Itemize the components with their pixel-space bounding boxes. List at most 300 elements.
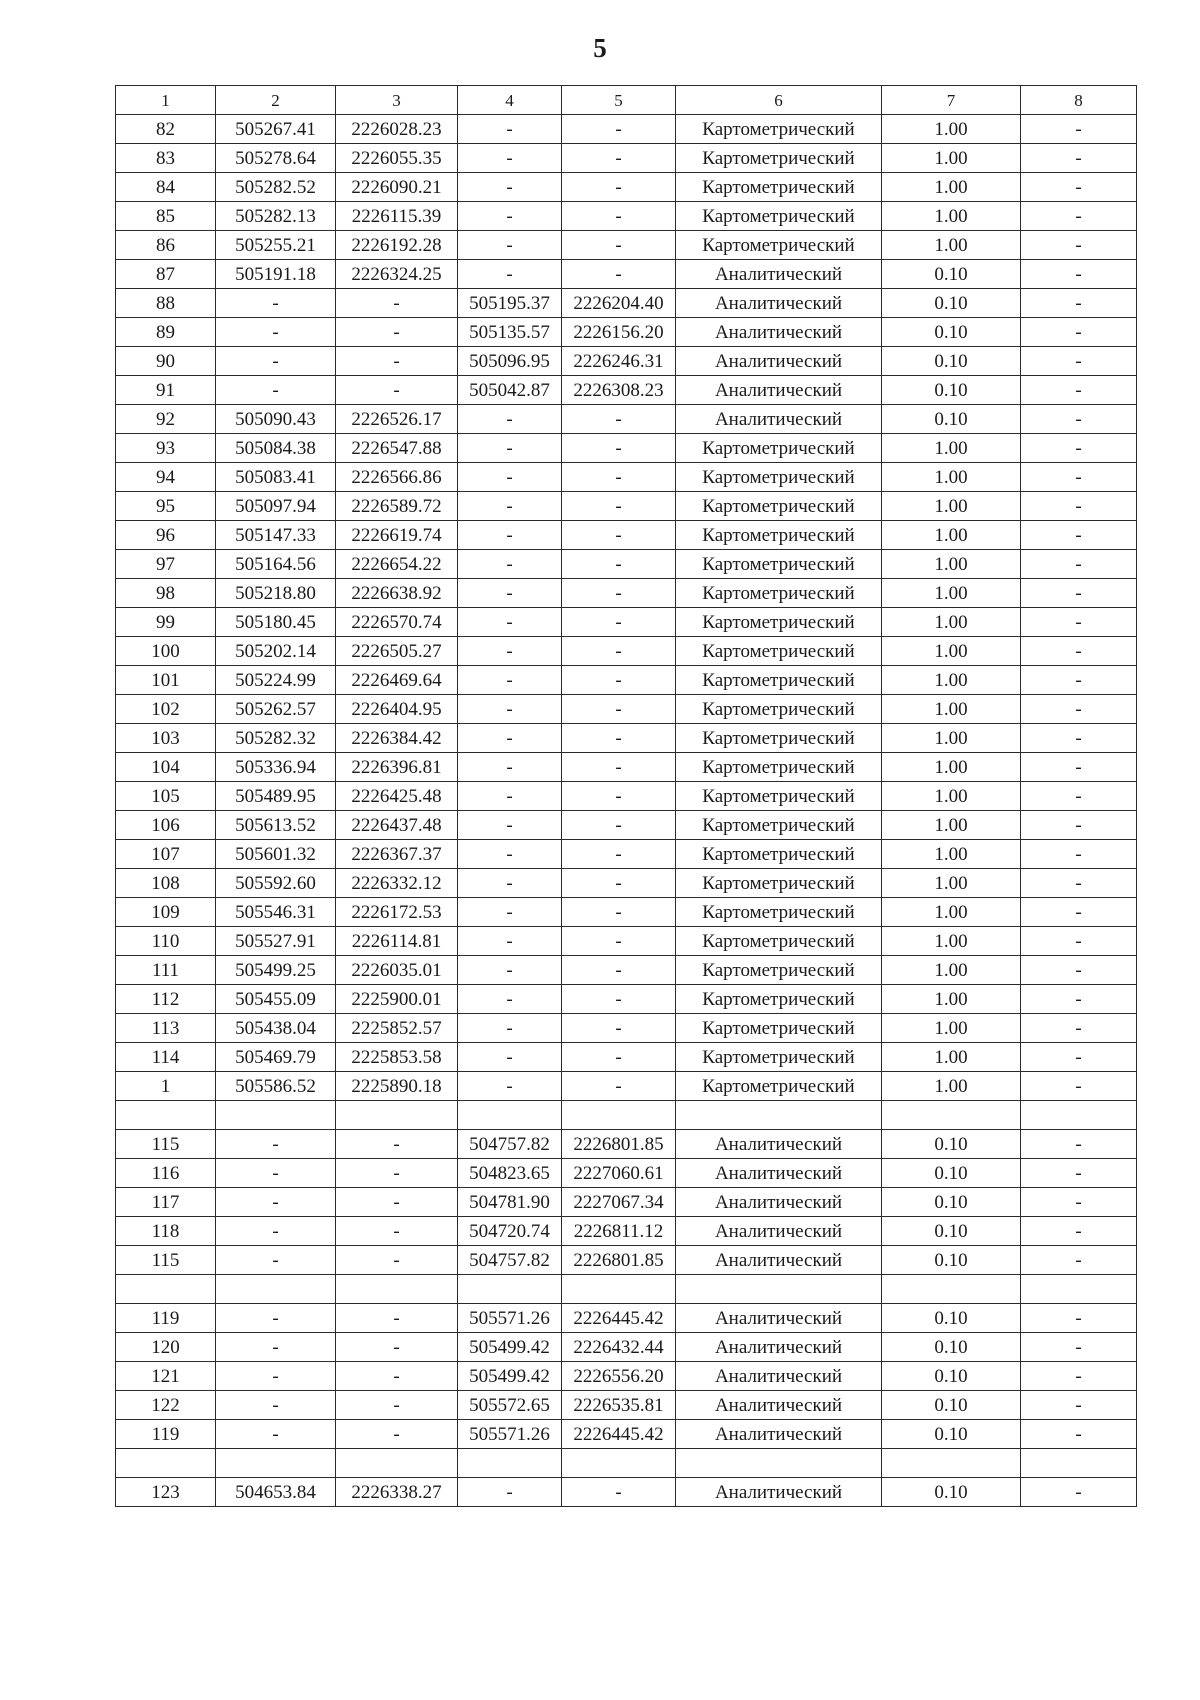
- accuracy-cell: 0.10: [882, 405, 1021, 434]
- column-header: 2: [216, 86, 336, 115]
- accuracy-cell: 0.10: [882, 1217, 1021, 1246]
- table-row: [116, 608, 1137, 637]
- y-existing-cell: 2226172.53: [336, 898, 458, 927]
- x-existing-cell: 505546.31: [216, 898, 336, 927]
- point-number-cell: 122: [116, 1391, 216, 1420]
- y-new-cell: -: [562, 434, 676, 463]
- table-row: [116, 1072, 1137, 1101]
- y-existing-cell: -: [336, 1130, 458, 1159]
- x-existing-cell: [216, 1449, 336, 1478]
- accuracy-cell: 1.00: [882, 579, 1021, 608]
- x-existing-cell: 505180.45: [216, 608, 336, 637]
- description-cell: -: [1021, 1072, 1137, 1101]
- x-new-cell: -: [458, 782, 562, 811]
- accuracy-cell: 1.00: [882, 985, 1021, 1014]
- method-cell: Картометрический: [676, 1072, 882, 1101]
- y-existing-cell: -: [336, 1333, 458, 1362]
- point-number-cell: 115: [116, 1246, 216, 1275]
- y-existing-cell: -: [336, 1246, 458, 1275]
- y-new-cell: 2226445.42: [562, 1304, 676, 1333]
- method-cell: Картометрический: [676, 811, 882, 840]
- point-number-cell: 111: [116, 956, 216, 985]
- table-row: [116, 434, 1137, 463]
- y-existing-cell: -: [336, 289, 458, 318]
- x-existing-cell: 505282.13: [216, 202, 336, 231]
- point-number-cell: 110: [116, 927, 216, 956]
- method-cell: Аналитический: [676, 1362, 882, 1391]
- description-cell: -: [1021, 811, 1137, 840]
- y-new-cell: 2226556.20: [562, 1362, 676, 1391]
- table-row: [116, 1217, 1137, 1246]
- x-existing-cell: 505336.94: [216, 753, 336, 782]
- description-cell: [1021, 1101, 1137, 1130]
- x-existing-cell: 505527.91: [216, 927, 336, 956]
- y-existing-cell: 2226547.88: [336, 434, 458, 463]
- x-existing-cell: 505083.41: [216, 463, 336, 492]
- method-cell: Картометрический: [676, 956, 882, 985]
- table-row: [116, 956, 1137, 985]
- description-cell: -: [1021, 1478, 1137, 1507]
- x-new-cell: -: [458, 492, 562, 521]
- description-cell: -: [1021, 289, 1137, 318]
- table-row: [116, 1304, 1137, 1333]
- y-new-cell: -: [562, 231, 676, 260]
- y-new-cell: -: [562, 666, 676, 695]
- method-cell: Аналитический: [676, 1130, 882, 1159]
- x-existing-cell: 505084.38: [216, 434, 336, 463]
- accuracy-cell: 1.00: [882, 1014, 1021, 1043]
- accuracy-cell: 1.00: [882, 724, 1021, 753]
- method-cell: Картометрический: [676, 724, 882, 753]
- x-new-cell: [458, 1275, 562, 1304]
- y-existing-cell: -: [336, 1217, 458, 1246]
- description-cell: -: [1021, 579, 1137, 608]
- y-new-cell: -: [562, 463, 676, 492]
- y-new-cell: -: [562, 956, 676, 985]
- point-number-cell: 85: [116, 202, 216, 231]
- x-existing-cell: -: [216, 1188, 336, 1217]
- point-number-cell: 118: [116, 1217, 216, 1246]
- description-cell: -: [1021, 695, 1137, 724]
- description-cell: -: [1021, 173, 1137, 202]
- x-new-cell: 505096.95: [458, 347, 562, 376]
- method-cell: Картометрический: [676, 927, 882, 956]
- table-row: [116, 463, 1137, 492]
- y-existing-cell: 2226332.12: [336, 869, 458, 898]
- y-existing-cell: -: [336, 1159, 458, 1188]
- x-existing-cell: 505278.64: [216, 144, 336, 173]
- table-row: [116, 1333, 1137, 1362]
- accuracy-cell: [882, 1449, 1021, 1478]
- table-row: [116, 579, 1137, 608]
- point-number-cell: 95: [116, 492, 216, 521]
- point-number-cell: 108: [116, 869, 216, 898]
- x-existing-cell: [216, 1275, 336, 1304]
- table-row: [116, 782, 1137, 811]
- method-cell: Аналитический: [676, 289, 882, 318]
- x-existing-cell: 505224.99: [216, 666, 336, 695]
- accuracy-cell: 1.00: [882, 695, 1021, 724]
- method-cell: Аналитический: [676, 1478, 882, 1507]
- point-number-cell: 115: [116, 1130, 216, 1159]
- y-new-cell: -: [562, 115, 676, 144]
- table-row: [116, 1188, 1137, 1217]
- x-new-cell: -: [458, 724, 562, 753]
- x-existing-cell: -: [216, 1130, 336, 1159]
- description-cell: -: [1021, 202, 1137, 231]
- x-new-cell: -: [458, 173, 562, 202]
- point-number-cell: 99: [116, 608, 216, 637]
- y-new-cell: -: [562, 840, 676, 869]
- method-cell: Картометрический: [676, 202, 882, 231]
- method-cell: Аналитический: [676, 376, 882, 405]
- table-row: [116, 898, 1137, 927]
- x-new-cell: -: [458, 840, 562, 869]
- column-header: 8: [1021, 86, 1137, 115]
- x-existing-cell: -: [216, 1362, 336, 1391]
- accuracy-cell: 1.00: [882, 782, 1021, 811]
- description-cell: -: [1021, 1043, 1137, 1072]
- method-cell: Картометрический: [676, 173, 882, 202]
- accuracy-cell: 1.00: [882, 840, 1021, 869]
- accuracy-cell: 0.10: [882, 289, 1021, 318]
- x-new-cell: -: [458, 1072, 562, 1101]
- accuracy-cell: 1.00: [882, 608, 1021, 637]
- x-new-cell: 505571.26: [458, 1304, 562, 1333]
- y-existing-cell: [336, 1449, 458, 1478]
- x-new-cell: [458, 1101, 562, 1130]
- description-cell: -: [1021, 463, 1137, 492]
- x-new-cell: -: [458, 695, 562, 724]
- y-new-cell: 2227067.34: [562, 1188, 676, 1217]
- y-existing-cell: -: [336, 318, 458, 347]
- table-row: [116, 289, 1137, 318]
- description-cell: -: [1021, 1246, 1137, 1275]
- x-new-cell: 505499.42: [458, 1333, 562, 1362]
- accuracy-cell: 0.10: [882, 1130, 1021, 1159]
- x-new-cell: 504823.65: [458, 1159, 562, 1188]
- method-cell: Картометрический: [676, 898, 882, 927]
- description-cell: -: [1021, 1217, 1137, 1246]
- description-cell: -: [1021, 434, 1137, 463]
- table-row: [116, 173, 1137, 202]
- x-existing-cell: 505090.43: [216, 405, 336, 434]
- description-cell: -: [1021, 724, 1137, 753]
- description-cell: -: [1021, 666, 1137, 695]
- method-cell: Картометрический: [676, 231, 882, 260]
- method-cell: Аналитический: [676, 260, 882, 289]
- accuracy-cell: 1.00: [882, 869, 1021, 898]
- y-existing-cell: 2226090.21: [336, 173, 458, 202]
- y-new-cell: -: [562, 608, 676, 637]
- x-existing-cell: -: [216, 1304, 336, 1333]
- x-existing-cell: 505489.95: [216, 782, 336, 811]
- method-cell: Аналитический: [676, 1304, 882, 1333]
- x-existing-cell: -: [216, 1333, 336, 1362]
- table-row: [116, 985, 1137, 1014]
- method-cell: Картометрический: [676, 782, 882, 811]
- x-existing-cell: [216, 1101, 336, 1130]
- y-new-cell: -: [562, 521, 676, 550]
- x-new-cell: -: [458, 898, 562, 927]
- description-cell: [1021, 1275, 1137, 1304]
- description-cell: -: [1021, 1014, 1137, 1043]
- x-new-cell: -: [458, 811, 562, 840]
- method-cell: Картометрический: [676, 144, 882, 173]
- x-new-cell: -: [458, 666, 562, 695]
- table-row: [116, 1246, 1137, 1275]
- description-cell: -: [1021, 318, 1137, 347]
- x-new-cell: -: [458, 869, 562, 898]
- accuracy-cell: 1.00: [882, 202, 1021, 231]
- x-new-cell: 504757.82: [458, 1130, 562, 1159]
- y-new-cell: [562, 1275, 676, 1304]
- x-existing-cell: 505282.32: [216, 724, 336, 753]
- x-existing-cell: 505164.56: [216, 550, 336, 579]
- x-existing-cell: 504653.84: [216, 1478, 336, 1507]
- point-number-cell: 88: [116, 289, 216, 318]
- method-cell: [676, 1449, 882, 1478]
- x-new-cell: -: [458, 579, 562, 608]
- point-number-cell: 106: [116, 811, 216, 840]
- table-row: [116, 724, 1137, 753]
- point-number-cell: [116, 1275, 216, 1304]
- x-new-cell: -: [458, 550, 562, 579]
- y-existing-cell: -: [336, 1188, 458, 1217]
- y-existing-cell: 2226638.92: [336, 579, 458, 608]
- accuracy-cell: 0.10: [882, 1362, 1021, 1391]
- accuracy-cell: 1.00: [882, 231, 1021, 260]
- x-new-cell: -: [458, 463, 562, 492]
- table-row: [116, 260, 1137, 289]
- table-header-row: [116, 86, 1137, 115]
- y-new-cell: -: [562, 927, 676, 956]
- method-cell: Аналитический: [676, 318, 882, 347]
- x-new-cell: -: [458, 1478, 562, 1507]
- description-cell: -: [1021, 115, 1137, 144]
- column-header: 6: [676, 86, 882, 115]
- description-cell: -: [1021, 1130, 1137, 1159]
- table-row: [116, 1391, 1137, 1420]
- method-cell: Аналитический: [676, 1391, 882, 1420]
- method-cell: Аналитический: [676, 1420, 882, 1449]
- point-number-cell: 82: [116, 115, 216, 144]
- x-new-cell: -: [458, 521, 562, 550]
- method-cell: Картометрический: [676, 637, 882, 666]
- y-existing-cell: 2226035.01: [336, 956, 458, 985]
- y-existing-cell: -: [336, 1391, 458, 1420]
- method-cell: Картометрический: [676, 985, 882, 1014]
- description-cell: -: [1021, 956, 1137, 985]
- column-header: 1: [116, 86, 216, 115]
- y-new-cell: -: [562, 753, 676, 782]
- description-cell: -: [1021, 260, 1137, 289]
- accuracy-cell: 1.00: [882, 1072, 1021, 1101]
- x-existing-cell: 505191.18: [216, 260, 336, 289]
- description-cell: -: [1021, 840, 1137, 869]
- method-cell: Картометрический: [676, 115, 882, 144]
- y-new-cell: 2226535.81: [562, 1391, 676, 1420]
- point-number-cell: 119: [116, 1304, 216, 1333]
- point-number-cell: 92: [116, 405, 216, 434]
- table-body: [116, 86, 1137, 1507]
- table-row: [116, 1130, 1137, 1159]
- column-header: 3: [336, 86, 458, 115]
- method-cell: Картометрический: [676, 1043, 882, 1072]
- x-new-cell: -: [458, 115, 562, 144]
- point-number-cell: 86: [116, 231, 216, 260]
- description-cell: -: [1021, 144, 1137, 173]
- table-row: [116, 202, 1137, 231]
- y-existing-cell: -: [336, 1362, 458, 1391]
- accuracy-cell: 1.00: [882, 666, 1021, 695]
- x-existing-cell: 505202.14: [216, 637, 336, 666]
- method-cell: Картометрический: [676, 869, 882, 898]
- accuracy-cell: 1.00: [882, 1043, 1021, 1072]
- accuracy-cell: 0.10: [882, 1246, 1021, 1275]
- table-row: [116, 1014, 1137, 1043]
- x-existing-cell: -: [216, 376, 336, 405]
- y-new-cell: -: [562, 492, 676, 521]
- x-new-cell: -: [458, 405, 562, 434]
- point-number-cell: 114: [116, 1043, 216, 1072]
- accuracy-cell: 1.00: [882, 115, 1021, 144]
- accuracy-cell: 0.10: [882, 1420, 1021, 1449]
- accuracy-cell: 1.00: [882, 434, 1021, 463]
- y-new-cell: -: [562, 985, 676, 1014]
- x-new-cell: -: [458, 434, 562, 463]
- x-new-cell: 504757.82: [458, 1246, 562, 1275]
- x-existing-cell: 505438.04: [216, 1014, 336, 1043]
- y-existing-cell: 2226324.25: [336, 260, 458, 289]
- description-cell: -: [1021, 869, 1137, 898]
- x-new-cell: 505195.37: [458, 289, 562, 318]
- table-row: [116, 840, 1137, 869]
- description-cell: -: [1021, 492, 1137, 521]
- description-cell: -: [1021, 1420, 1137, 1449]
- x-new-cell: -: [458, 1014, 562, 1043]
- table-row: [116, 376, 1137, 405]
- accuracy-cell: 0.10: [882, 260, 1021, 289]
- accuracy-cell: 1.00: [882, 173, 1021, 202]
- point-number-cell: 100: [116, 637, 216, 666]
- y-new-cell: 2226811.12: [562, 1217, 676, 1246]
- y-existing-cell: 2225890.18: [336, 1072, 458, 1101]
- accuracy-cell: 0.10: [882, 1304, 1021, 1333]
- x-new-cell: -: [458, 202, 562, 231]
- y-existing-cell: 2226192.28: [336, 231, 458, 260]
- point-number-cell: 102: [116, 695, 216, 724]
- y-new-cell: -: [562, 1043, 676, 1072]
- x-existing-cell: 505586.52: [216, 1072, 336, 1101]
- x-new-cell: -: [458, 260, 562, 289]
- accuracy-cell: 1.00: [882, 956, 1021, 985]
- y-existing-cell: 2226425.48: [336, 782, 458, 811]
- method-cell: Картометрический: [676, 840, 882, 869]
- method-cell: Картометрический: [676, 1014, 882, 1043]
- point-number-cell: 107: [116, 840, 216, 869]
- x-existing-cell: -: [216, 1217, 336, 1246]
- description-cell: [1021, 1449, 1137, 1478]
- point-number-cell: 119: [116, 1420, 216, 1449]
- accuracy-cell: 1.00: [882, 898, 1021, 927]
- accuracy-cell: 1.00: [882, 927, 1021, 956]
- method-cell: Аналитический: [676, 1159, 882, 1188]
- description-cell: -: [1021, 782, 1137, 811]
- y-new-cell: 2226204.40: [562, 289, 676, 318]
- table-row: [116, 753, 1137, 782]
- coordinates-table: [115, 85, 1137, 1507]
- description-cell: -: [1021, 1159, 1137, 1188]
- description-cell: -: [1021, 637, 1137, 666]
- x-new-cell: -: [458, 927, 562, 956]
- x-existing-cell: -: [216, 1159, 336, 1188]
- y-existing-cell: 2226619.74: [336, 521, 458, 550]
- x-existing-cell: 505282.52: [216, 173, 336, 202]
- x-new-cell: -: [458, 956, 562, 985]
- x-existing-cell: 505218.80: [216, 579, 336, 608]
- description-cell: -: [1021, 1333, 1137, 1362]
- point-number-cell: 98: [116, 579, 216, 608]
- description-cell: -: [1021, 898, 1137, 927]
- point-number-cell: 113: [116, 1014, 216, 1043]
- y-existing-cell: -: [336, 1420, 458, 1449]
- method-cell: Картометрический: [676, 579, 882, 608]
- y-new-cell: [562, 1101, 676, 1130]
- y-existing-cell: 2226115.39: [336, 202, 458, 231]
- accuracy-cell: 0.10: [882, 1188, 1021, 1217]
- description-cell: -: [1021, 927, 1137, 956]
- point-number-cell: 123: [116, 1478, 216, 1507]
- table-row: [116, 1043, 1137, 1072]
- x-existing-cell: 505469.79: [216, 1043, 336, 1072]
- x-existing-cell: 505267.41: [216, 115, 336, 144]
- y-new-cell: -: [562, 1014, 676, 1043]
- point-number-cell: 116: [116, 1159, 216, 1188]
- method-cell: Аналитический: [676, 347, 882, 376]
- point-number-cell: 97: [116, 550, 216, 579]
- method-cell: Картометрический: [676, 666, 882, 695]
- y-new-cell: -: [562, 144, 676, 173]
- y-new-cell: 2227060.61: [562, 1159, 676, 1188]
- point-number-cell: 90: [116, 347, 216, 376]
- x-existing-cell: -: [216, 1391, 336, 1420]
- table-row: [116, 492, 1137, 521]
- point-number-cell: 83: [116, 144, 216, 173]
- method-cell: Картометрический: [676, 753, 882, 782]
- accuracy-cell: 0.10: [882, 318, 1021, 347]
- table-row: [116, 927, 1137, 956]
- table-row: [116, 1478, 1137, 1507]
- point-number-cell: 1: [116, 1072, 216, 1101]
- method-cell: Аналитический: [676, 1246, 882, 1275]
- y-new-cell: -: [562, 637, 676, 666]
- accuracy-cell: 0.10: [882, 347, 1021, 376]
- x-existing-cell: -: [216, 1420, 336, 1449]
- x-existing-cell: -: [216, 347, 336, 376]
- point-number-cell: 109: [116, 898, 216, 927]
- table-row: [116, 1159, 1137, 1188]
- x-new-cell: -: [458, 985, 562, 1014]
- y-existing-cell: 2226654.22: [336, 550, 458, 579]
- column-header: 7: [882, 86, 1021, 115]
- point-number-cell: 104: [116, 753, 216, 782]
- description-cell: -: [1021, 1391, 1137, 1420]
- y-new-cell: -: [562, 173, 676, 202]
- y-new-cell: 2226432.44: [562, 1333, 676, 1362]
- point-number-cell: 117: [116, 1188, 216, 1217]
- point-number-cell: 87: [116, 260, 216, 289]
